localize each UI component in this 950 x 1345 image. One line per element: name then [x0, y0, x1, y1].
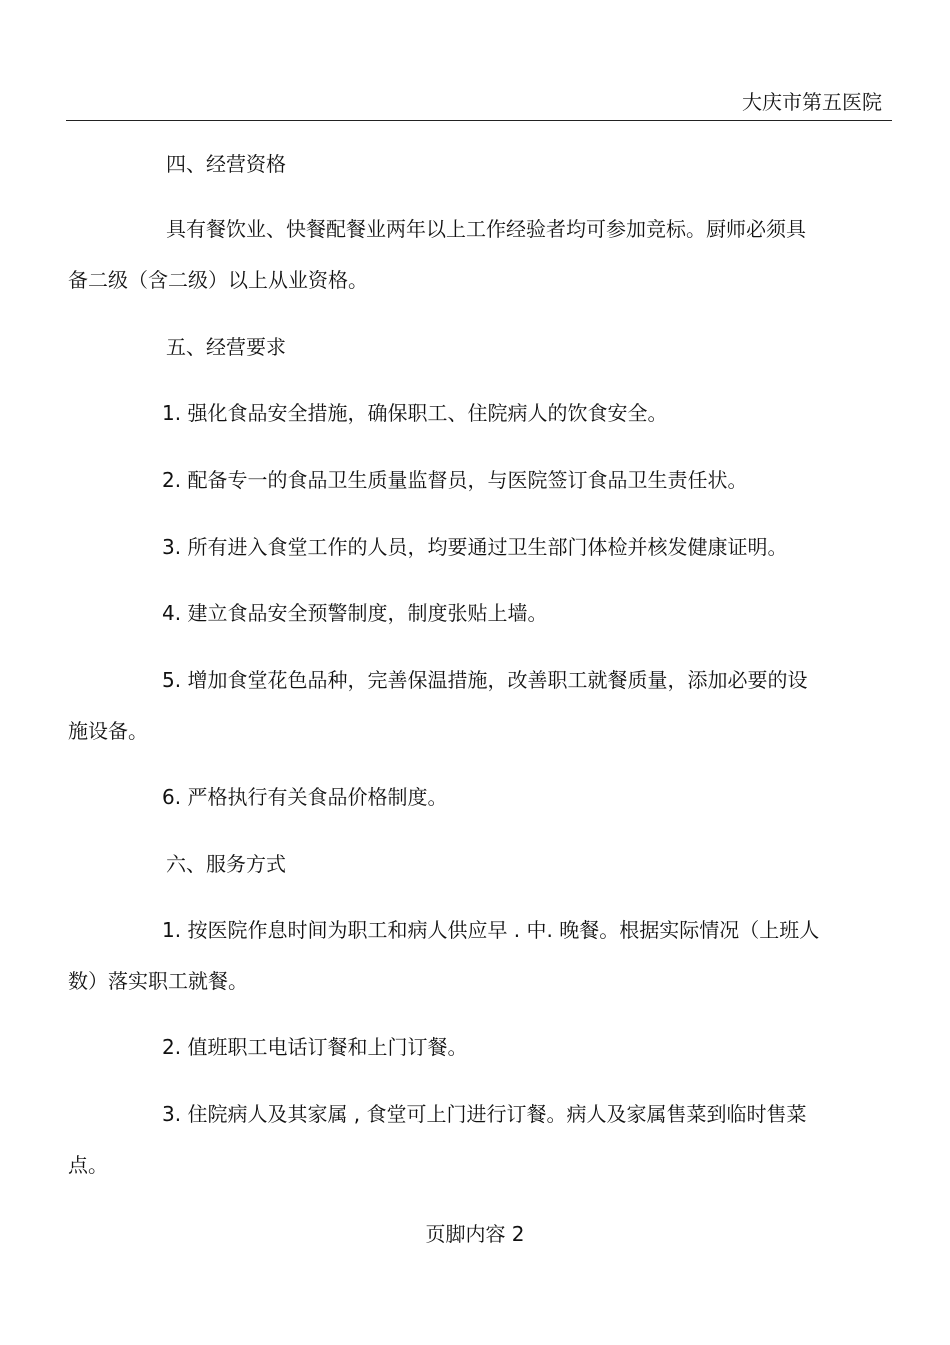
section-6-heading: 六、服务方式: [166, 852, 286, 876]
section-4-heading: 四、经营资格: [166, 152, 286, 176]
section-5-item-5-line-1: 5. 增加食堂花色品种，完善保温措施，改善职工就餐质量，添加必要的设: [162, 668, 808, 692]
section-6-item-2: 2. 值班职工电话订餐和上门订餐。: [162, 1035, 468, 1059]
section-5-item-3: 3. 所有进入食堂工作的人员，均要通过卫生部门体检并核发健康证明。: [162, 535, 788, 559]
section-4-paragraph-line-2: 备二级（含二级）以上从业资格。: [68, 268, 368, 292]
page-footer: 页脚内容 2: [425, 1222, 525, 1246]
section-6-item-3-line-1: 3. 住院病人及其家属 , 食堂可上门进行订餐。病人及家属售菜到临时售菜: [162, 1102, 807, 1126]
section-5-item-4: 4. 建立食品安全预警制度，制度张贴上墙。: [162, 601, 548, 625]
section-5-item-2: 2. 配备专一的食品卫生质量监督员，与医院签订食品卫生责任状。: [162, 468, 748, 492]
section-5-item-1: 1. 强化食品安全措施，确保职工、住院病人的饮食安全。: [162, 401, 668, 425]
section-5-item-6: 6. 严格执行有关食品价格制度。: [162, 785, 448, 809]
section-5-heading: 五、经营要求: [166, 335, 286, 359]
header-divider: [66, 120, 892, 121]
section-6-item-1-line-2: 数）落实职工就餐。: [68, 969, 248, 993]
section-5-item-5-line-2: 施设备。: [68, 719, 148, 743]
section-4-paragraph-line-1: 具有餐饮业、快餐配餐业两年以上工作经验者均可参加竞标。厨师必须具: [166, 217, 806, 241]
section-6-item-1-line-1: 1. 按医院作息时间为职工和病人供应早 . 中. 晚餐。根据实际情况（上班人: [162, 918, 820, 942]
header-hospital-name: 大庆市第五医院: [742, 90, 882, 114]
section-6-item-3-line-2: 点。: [68, 1153, 108, 1177]
